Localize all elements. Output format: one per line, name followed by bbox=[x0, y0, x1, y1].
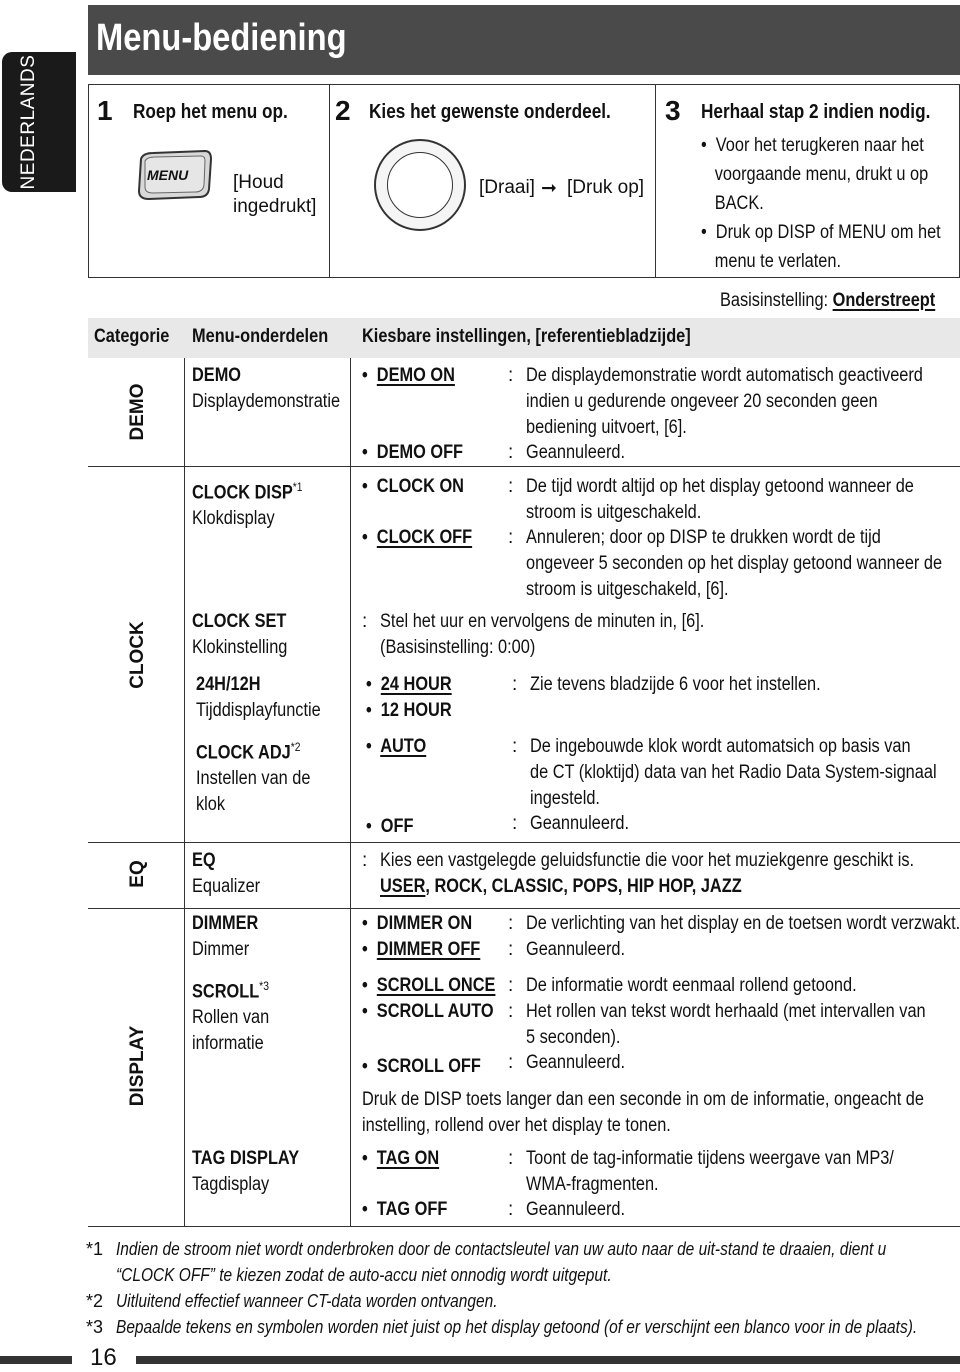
steps-divider bbox=[329, 85, 330, 277]
colon: : bbox=[508, 1001, 514, 1022]
row-divider bbox=[88, 908, 960, 909]
option-scroll-off: • SCROLL OFF bbox=[362, 1056, 481, 1077]
category-clock: CLOCK bbox=[127, 621, 148, 689]
menu-button-icon bbox=[135, 147, 213, 203]
item-clock-disp: CLOCK DISP$^{*1}$ Klokdisplay bbox=[192, 480, 303, 530]
colon: : bbox=[508, 476, 514, 497]
desc-dimmer-off: Geannuleerd. bbox=[526, 939, 626, 960]
category-display: DISPLAY bbox=[127, 1025, 148, 1107]
colon: : bbox=[362, 611, 368, 632]
item-dimmer: DIMMER Dimmer bbox=[192, 913, 259, 960]
step-1-number: 1 bbox=[97, 95, 113, 126]
step-2-heading: Kies het gewenste onderdeel. bbox=[369, 101, 611, 123]
colon: : bbox=[512, 736, 518, 757]
footnote-3: Bepaalde tekens en symbolen worden niet juist op het display getoond (of er verschijnt een blanco voor in de plaats). bbox=[116, 1317, 918, 1337]
footnote-2-mark: *2 bbox=[86, 1291, 104, 1311]
item-clock-adj: CLOCK ADJ$^{*2}$ Instellen van de klok bbox=[196, 740, 311, 816]
option-clock-on: • CLOCK ON bbox=[362, 476, 464, 497]
steps-box bbox=[88, 84, 960, 278]
step-2-action-press: [Druk op] bbox=[567, 177, 645, 198]
steps-divider bbox=[655, 85, 656, 277]
item-tag-display: TAG DISPLAY Tagdisplay bbox=[192, 1148, 300, 1195]
eq-presets: USER, ROCK, CLASSIC, POPS, HIP HOP, JAZZ bbox=[380, 876, 742, 897]
option-dimmer-off: • DIMMER OFF bbox=[362, 939, 481, 960]
option-clock-off: • CLOCK OFF bbox=[362, 527, 473, 548]
colon: : bbox=[512, 674, 518, 695]
option-demo-off: • DEMO OFF bbox=[362, 442, 464, 463]
default-note: Basisinstelling: Onderstreept bbox=[720, 290, 936, 311]
desc-clock-set: Stel het uur en vervolgens de minuten in, [6]. (Basisinstelling: 0:00) bbox=[380, 611, 705, 658]
desc-tag-on: Toont de tag-informatie tijdens weergave van MP3/ WMA-fragmenten. bbox=[526, 1148, 894, 1195]
step-3-bullets: • Voor het terugkeren naar het voorgaande menu, drukt u op BACK. • Druk op DISP of MENU om het menu te verlaten. bbox=[701, 135, 941, 272]
item-scroll: SCROLL$^{*3}$ Rollen van informatie bbox=[192, 979, 270, 1055]
step-1-action: [Houd ingedrukt] bbox=[233, 172, 317, 217]
header-settings: Kiesbare instellingen, [referentiebladzijde] bbox=[362, 326, 691, 347]
item-eq: EQ Equalizer bbox=[192, 850, 261, 897]
option-demo-on: • DEMO ON bbox=[362, 365, 455, 386]
header-category: Categorie bbox=[94, 326, 170, 347]
footer-bar bbox=[136, 1356, 960, 1364]
arrow-right-icon: ➞ bbox=[541, 178, 557, 199]
scroll-note: Druk de DISP toets langer dan een seconde in om de informatie, ongeacht de instelling, rollend over het display te tonen. bbox=[362, 1089, 924, 1136]
option-auto: • AUTO bbox=[366, 736, 427, 757]
desc-scroll-auto: Het rollen van tekst wordt herhaald (met intervallen van 5 seconden). bbox=[526, 1001, 926, 1048]
footer-bar bbox=[0, 1356, 72, 1364]
step-3-heading: Herhaal stap 2 indien nodig. bbox=[701, 101, 931, 123]
option-scroll-auto: • SCROLL AUTO bbox=[362, 1001, 494, 1022]
language-tab-label: NEDERLANDS bbox=[18, 54, 39, 190]
step-2-action-turn: [Draai] bbox=[479, 177, 535, 198]
desc-dimmer-on: De verlichting van het display en de toetsen wordt verzwakt. bbox=[526, 913, 960, 934]
option-24-hour: • 24 HOUR bbox=[366, 674, 452, 695]
footnote-3-mark: *3 bbox=[86, 1317, 104, 1337]
desc-demo-off: Geannuleerd. bbox=[526, 442, 626, 463]
desc-scroll-once: De informatie wordt eenmaal rollend getoond. bbox=[526, 975, 857, 996]
colon: : bbox=[508, 975, 514, 996]
footnote-1: Indien de stroom niet wordt onderbroken door de contactsleutel van uw auto naar de uit-stand te draaien, dient u “CLOCK OFF” te kiezen zodat de auto-accu niet onnodig wordt uitgeput. bbox=[116, 1239, 887, 1285]
page-title: Menu-bediening bbox=[96, 17, 347, 59]
colon: : bbox=[508, 365, 514, 386]
menu-button-label: MENU bbox=[147, 167, 189, 183]
category-demo: DEMO bbox=[127, 383, 148, 441]
footnote-1-mark: *1 bbox=[86, 1239, 104, 1259]
item-demo: DEMO Displaydemonstratie bbox=[192, 365, 341, 412]
col-divider bbox=[184, 358, 185, 1226]
colon: : bbox=[508, 939, 514, 960]
item-24h-12h: 24H/12H Tijddisplayfunctie bbox=[196, 674, 321, 721]
option-off: • OFF bbox=[366, 816, 414, 837]
option-tag-on: • TAG ON bbox=[362, 1148, 440, 1169]
step-1-heading: Roep het menu op. bbox=[133, 101, 288, 123]
colon: : bbox=[508, 913, 514, 934]
item-clock-set: CLOCK SET Klokinstelling bbox=[192, 611, 288, 658]
colon: : bbox=[362, 850, 368, 871]
col-divider bbox=[350, 358, 351, 1226]
desc-24h-12h: Zie tevens bladzijde 6 voor het instellen. bbox=[530, 674, 821, 695]
row-divider bbox=[88, 1226, 960, 1227]
step-2-number: 2 bbox=[335, 95, 351, 126]
option-12-hour: • 12 HOUR bbox=[366, 700, 452, 721]
desc-clock-on: De tijd wordt altijd op het display getoond wanneer de stroom is uitgeschakeld. bbox=[526, 476, 914, 523]
option-scroll-once: • SCROLL ONCE bbox=[362, 975, 496, 996]
desc-scroll-off: Geannuleerd. bbox=[526, 1052, 626, 1073]
option-tag-off: • TAG OFF bbox=[362, 1199, 448, 1220]
header-items: Menu-onderdelen bbox=[192, 326, 329, 347]
colon: : bbox=[508, 1052, 514, 1073]
colon: : bbox=[512, 813, 518, 834]
category-eq: EQ bbox=[127, 860, 148, 888]
row-divider bbox=[88, 842, 960, 843]
desc-clock-off: Annuleren; door op DISP te drukken wordt de tijd ongeveer 5 seconden op het display getoond wanneer de stroom is uitgeschakeld, [6]. bbox=[526, 527, 943, 600]
colon: : bbox=[508, 1199, 514, 1220]
option-dimmer-on: • DIMMER ON bbox=[362, 913, 473, 934]
desc-tag-off: Geannuleerd. bbox=[526, 1199, 626, 1220]
desc-demo-on: De displaydemonstratie wordt automatisch geactiveerd indien u gedurende ongeveer 20 seconden geen bediening uitvoert, [6]. bbox=[526, 365, 923, 438]
desc-auto: De ingebouwde klok wordt automatsich op basis van de CT (kloktijd) data van het Radio Data System-signaal ingesteld. bbox=[530, 736, 937, 809]
step-3-number: 3 bbox=[665, 95, 681, 126]
control-dial-icon bbox=[374, 139, 466, 231]
language-tab bbox=[2, 52, 76, 192]
colon: : bbox=[508, 1148, 514, 1169]
page-number: 16 bbox=[90, 1344, 117, 1371]
desc-off: Geannuleerd. bbox=[530, 813, 630, 834]
title-bar bbox=[88, 5, 960, 75]
row-divider bbox=[88, 466, 960, 467]
footnote-2: Uitluitend effectief wanneer CT-data worden ontvangen. bbox=[116, 1291, 498, 1311]
colon: : bbox=[508, 442, 514, 463]
desc-eq: Kies een vastgelegde geluidsfunctie die voor het muziekgenre geschikt is. bbox=[380, 850, 915, 871]
colon: : bbox=[508, 527, 514, 548]
